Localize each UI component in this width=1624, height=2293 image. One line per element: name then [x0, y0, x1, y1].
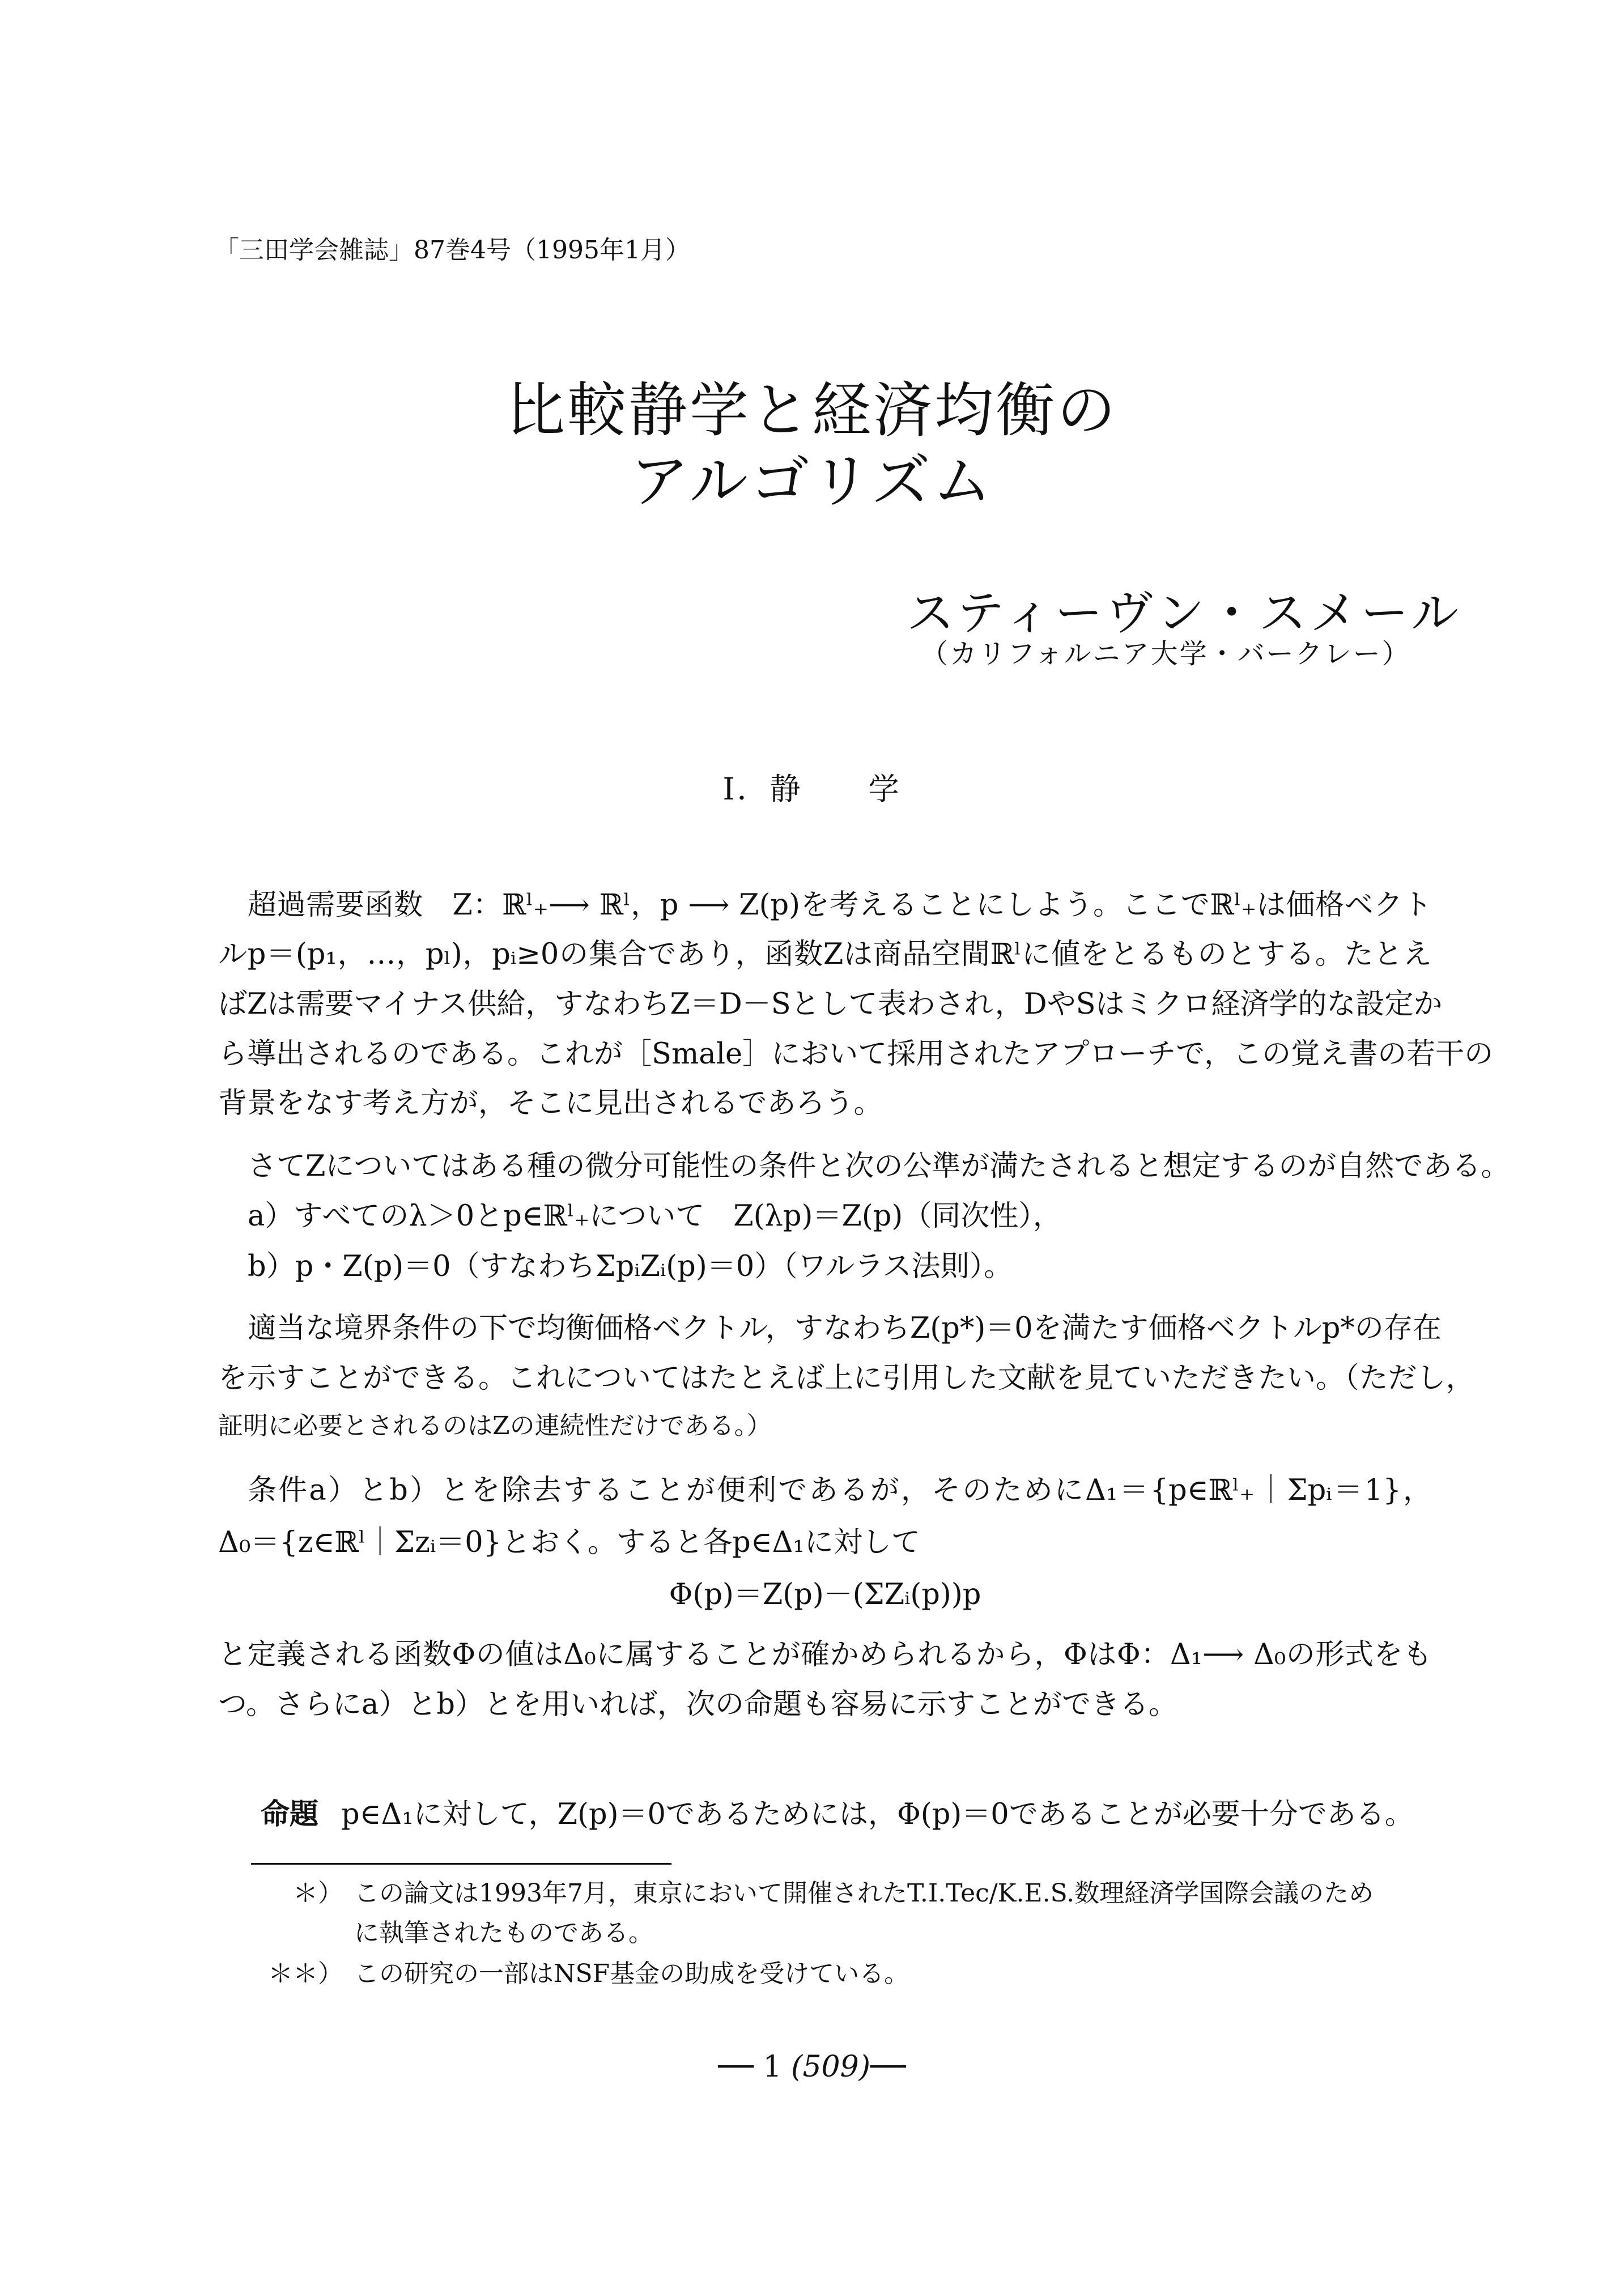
page-index: 1 [763, 2050, 782, 2084]
body-line: さてZについてはある種の微分可能性の条件と次の公準が満たされると想定するのが自然である。 [248, 1150, 1510, 1183]
body-line: ばZは需要マイナス供給，すなわちZ＝D－Sとして表わされ，DやSはミクロ経済学的な設定か [218, 988, 1443, 1021]
dash: ── [870, 2050, 906, 2084]
author: スティーヴン・スメール [907, 585, 1462, 641]
postulate-a: a）すべてのλ＞0とp∈ℝˡ₊について Z(λp)＝Z(p)（同次性）， [248, 1199, 1062, 1233]
body-line: 背景をなす考え方が，そこに見出されるであろう。 [218, 1087, 883, 1120]
body-line: 適当な境界条件の下で均衡価格ベクトル，すなわちZ(p*)＝0を満たす価格ベクトルp*の存在 [248, 1312, 1442, 1345]
footnote-text: この研究の一部はNSF基金の助成を受けている。 [354, 1959, 909, 1988]
page-number [0, 2050, 1624, 2084]
proposition [261, 1790, 1434, 1832]
body-line: を示すことができる。これについてはたとえば上に引用した文献を見ていただきたい。（ただし， [218, 1362, 1475, 1395]
body-line: Δ₀＝{z∈ℝˡ｜Σzᵢ＝0}とおく。すると各p∈Δ₁に対して [218, 1526, 920, 1559]
body-line: ルp＝(p₁，…，pₗ)，pᵢ≥0の集合であり，函数Zは商品空間ℝˡに値をとるものとする。たとえ [218, 938, 1432, 971]
body-line: ら導出されるのである。これが［Smale］において採用されたアプローチで，この覚え書の若干の [218, 1037, 1494, 1071]
formula-phi: Φ(p)＝Z(p)－(ΣZᵢ(p))p [669, 1578, 981, 1611]
body-line: 条件a）とb）とを除去することが便利であるが，そのためにΔ₁＝{p∈ℝˡ₊｜Σpᵢ＝1}， [248, 1474, 1432, 1507]
section-heading: I．静 学 [722, 771, 902, 807]
title-line-2: アルゴリズム [630, 446, 994, 516]
body-line: 超過需要函数 Z：ℝˡ₊⟶ ℝˡ，p ⟶ Z(p)を考えることにしよう。ここでℝˡ₊は価格ベクト [248, 888, 1432, 922]
postulate-b: b）p・Z(p)＝0（すなわちΣpᵢZᵢ(p)＝0）（ワルラス法則）。 [248, 1250, 1013, 1283]
footnote-mark: ＊＊） [268, 1959, 343, 1988]
body-line: と定義される函数Φの値はΔ₀に属することが確かめられるから，ΦはΦ：Δ₁⟶ Δ₀の形式をも [218, 1638, 1432, 1671]
title-line-1: 比較静学と経済均衡の [505, 376, 1118, 445]
proposition-text: p∈Δ₁に対して，Z(p)＝0であるためには，Φ(p)＝0であることが必要十分である。 [341, 1798, 1414, 1831]
journal-header: 「三田学会雑誌」87巻4号（1995年1月） [214, 236, 690, 265]
proposition-label: 命題 [261, 1797, 319, 1831]
footnote-divider [251, 1863, 671, 1865]
dash: ── [718, 2050, 754, 2084]
footnote-mark: ＊） [293, 1879, 343, 1908]
footnote-text: に執筆されたものである。 [354, 1918, 653, 1947]
footnote-text: この論文は1993年7月，東京において開催されたT.I.Tec/K.E.S.数理経済学国際会議のため [354, 1879, 1374, 1908]
body-line: つ。さらにa）とb）とを用いれば，次の命題も容易に示すことができる。 [218, 1688, 1178, 1721]
journal-page: (509) [791, 2050, 870, 2084]
body-line: 証明に必要とされるのはZの連続性だけである。） [218, 1411, 772, 1440]
affiliation: （カリフォルニア大学・バークレー） [921, 638, 1411, 670]
